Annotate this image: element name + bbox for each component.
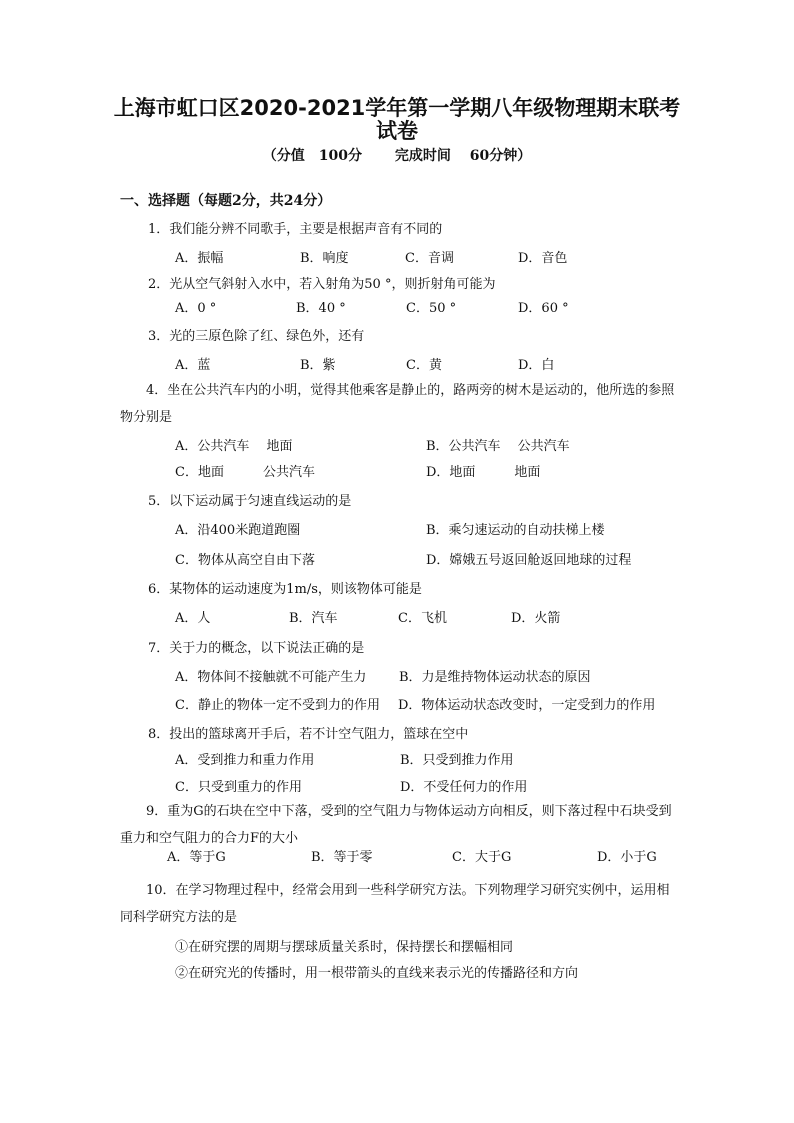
question-3-option-d: D．白 — [518, 358, 555, 373]
question-6-option-a: A．人 — [175, 611, 211, 626]
question-9-stem: 9．重为G的石块在空中下落，受到的空气阻力与物体运动方向相反，则下落过程中石块受到重力和空气阻力的合力F的大小 — [120, 804, 672, 846]
question-2-stem: 2．光从空气斜射入水中，若入射角为50 °，则折射角可能为 — [148, 277, 496, 292]
question-5-option-d: D．嫦娥五号返回舱返回地球的过程 — [426, 553, 632, 568]
exam-subtitle: （分值 100分 完成时间 60分钟） — [262, 148, 532, 164]
question-9-option-c: C．大于G — [452, 850, 512, 865]
question-4-option-b: B．公共汽车 公共汽车 — [426, 439, 570, 454]
question-7-option-c: C．静止的物体一定不受到力的作用 — [175, 698, 380, 713]
question-5-option-c: C．物体从高空自由下落 — [175, 553, 315, 568]
question-1-option-a: A．振幅 — [175, 251, 224, 266]
question-5-stem: 5．以下运动属于匀速直线运动的是 — [148, 494, 352, 509]
question-2-option-a: A．0 ° — [175, 301, 217, 316]
question-5-option-a: A．沿400米跑道跑圈 — [175, 523, 301, 538]
question-1-option-d: D．音色 — [518, 251, 568, 266]
question-9-option-a: A．等于G — [167, 850, 226, 865]
question-6-option-c: C．飞机 — [398, 611, 447, 626]
question-8-option-a: A．受到推力和重力作用 — [175, 753, 315, 768]
question-4-stem: 4．坐在公共汽车内的小明，觉得其他乘客是静止的，路两旁的树木是运动的，他所选的参照物分别是 — [120, 383, 675, 425]
question-3-option-a: A．蓝 — [175, 358, 211, 373]
question-10-stem: 10．在学习物理过程中，经常会用到一些科学研究方法。下列物理学习研究实例中，运用相同科学研究方法的是 — [120, 883, 670, 925]
question-7-option-d: D．物体运动状态改变时，一定受到力的作用 — [398, 698, 656, 713]
section-heading: 一、选择题（每题2分，共24分） — [120, 193, 332, 209]
question-7-option-a: A．物体间不接触就不可能产生力 — [175, 670, 367, 685]
question-9-option-b: B．等于零 — [311, 850, 373, 865]
exam-title-line1: 上海市虹口区2020-2021学年第一学期八年级物理期末联考 — [113, 96, 681, 120]
exam-title-line2: 试卷 — [376, 119, 418, 143]
question-2-option-b: B．40 ° — [296, 301, 346, 316]
question-10-statement-1: ①在研究摆的周期与摆球质量关系时，保持摆长和摆幅相同 — [175, 940, 514, 955]
question-8-option-b: B．只受到推力作用 — [400, 753, 514, 768]
question-4-option-c: C．地面 公共汽车 — [175, 465, 315, 480]
question-1-option-c: C．音调 — [405, 251, 454, 266]
question-4-option-d: D．地面 地面 — [426, 465, 541, 480]
question-8-option-d: D．不受任何力的作用 — [400, 780, 528, 795]
question-8-option-c: C．只受到重力的作用 — [175, 780, 302, 795]
question-6-option-b: B．汽车 — [289, 611, 338, 626]
question-7-stem: 7．关于力的概念，以下说法正确的是 — [148, 641, 365, 656]
question-8-stem: 8．投出的篮球离开手后，若不计空气阻力，篮球在空中 — [148, 727, 469, 742]
question-6-option-d: D．火箭 — [511, 611, 561, 626]
question-1-option-b: B．响度 — [300, 251, 349, 266]
question-9-option-d: D．小于G — [597, 850, 657, 865]
question-1-stem: 1．我们能分辨不同歌手，主要是根据声音有不同的 — [148, 222, 443, 237]
question-6-stem: 6．某物体的运动速度为1m/s，则该物体可能是 — [148, 582, 422, 597]
question-3-option-b: B．紫 — [300, 358, 336, 373]
question-5-option-b: B．乘匀速运动的自动扶梯上楼 — [426, 523, 605, 538]
question-10-statement-2: ②在研究光的传播时，用一根带箭头的直线来表示光的传播路径和方向 — [175, 966, 579, 981]
question-2-option-d: D．60 ° — [518, 301, 569, 316]
question-4-option-a: A．公共汽车 地面 — [175, 439, 293, 454]
question-7-option-b: B．力是维持物体运动状态的原因 — [399, 670, 591, 685]
question-3-stem: 3．光的三原色除了红、绿色外，还有 — [148, 329, 365, 344]
question-2-option-c: C．50 ° — [406, 301, 457, 316]
question-3-option-c: C．黄 — [406, 358, 442, 373]
